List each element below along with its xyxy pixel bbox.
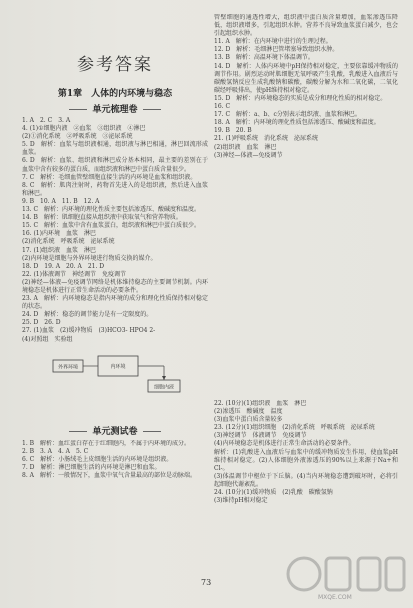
diagram-arrowhead (162, 376, 166, 380)
answers-review-block: 1. A 2. C 3. A 4. (1)①细胞内液 ②血浆 ③组织液 ④淋巴 (2)①消化系统 ②呼吸系统 ③泌尿系统 5. D 解析：血浆与组织液相通，组织液与淋巴相通，淋巴回流形成血浆。 6. D 解析：血浆、组织液和淋巴成分基本相同，最主要的差别在于血浆中含有较多的蛋白质，而组织液和淋巴中蛋白质含量很少。 7. C 解析：毛细血管壁细胞直接生活的内环境是血浆和组织液。 8. C 解析：肌肉注射时，药物首先进入的是组织液，然后进入血浆和淋巴。 9. B 10. A 11. B 12. A 13. C 解析：内环境的理化性质主要包括渗透压、酸碱度和温度。 14. B 解析：肌细胞直接从组织液中获取氧气和营养物质。 15. C 解析：血浆中含有血浆蛋白，组织液和淋巴中蛋白质很少。 16. (1)内环境 血浆 淋巴 (2)消化系统 呼吸系统 泌尿系统 17. (1)组织液 血浆 淋巴 (2)内环境是细胞与外界环境进行物质交换的媒介。 18. D 19. A 20. A 21. D 22. (1)体液调节 神经调节 免疫调节 (2)神经—体液—免疫调节网络是机体维持稳态的主要调节机制。内环境稳态是机体进行正常生命活动的必要条件。 23. A 解析：内环境稳态是指内环境的成分和理化性质保持相对稳定的状态。 24. D 解析：稳态的调节能力是有一定限度的。 25. D 26. D 27. (1)血浆 (2)缓冲物质 (3)HCO3- HPO4 2- (4)对照组 实验组 (22, 117, 208, 343)
document-title: 参考答案 (77, 55, 153, 75)
answers-continued-block-2: 22. (10分)(1)组织液 血浆 淋巴 (2)渗透压 酸碱度 温度 (3)血浆中蛋白质含量较多 23. (12分)(1)组织细胞 (2)消化系统 呼吸系统 泌尿系统 (3)神经调节 体液调节 免疫调节 (4)内环境稳态是机体进行正常生命活动的必要条件。 解析：(1)乳酸进入血液后与血浆中的缓冲物质发生作用，使血浆pH维持相对稳定。(2)人体细胞外液渗透压的90%以上来源于Na+和Cl-。 (3)体温调节中枢位于下丘脑。(4)当内环境稳态遭到破坏时，必将引起细胞代谢紊乱。 24. (10分)(1)缓冲物质 (2)乳酸 碳酸氢钠 (3)维持pH相对稳定 (214, 400, 398, 505)
section-heading-test: 单元测试卷 (22, 424, 208, 437)
chapter-heading: 第1章 人体的内环境与稳态 (57, 89, 173, 99)
diagram-label-right: 细胞内液 (153, 384, 175, 391)
answers-test-block: 1. B 解析：血红蛋白存在于红细胞内，不属于内环境的成分。 2. B 3. A 4. A 5. C 6. C 解析：小肠绒毛上皮细胞生活的内环境是组织液。 7. D 解析：淋巴细胞生活的内环境是淋巴和血浆。 8. A 解析：一般情况下，血浆中氧气含量最高的部位是动脉端。 (22, 440, 196, 480)
diagram-label-left: 外界环境 (57, 364, 79, 371)
exchange-diagram (52, 354, 182, 398)
page-number: 73 (201, 578, 212, 587)
answers-continued-block: 管壁细胞的通透性增大，组织液中蛋白质含量增加，血浆渗透压降低，组织液增多，引起组织水肿。营养不良导致血浆蛋白减少，也会引起组织水肿。 11. A 解析：在内环境中进行的生理过程。 12. D 解析：毛细淋巴管堵塞导致组织水肿。 13. B 解析：高温环境下体温调节。 14. D 解析：人体内环境中pH保持相对稳定，主要依靠缓冲物质的调节作用。剧烈运动时肌细胞无氧呼吸产生乳酸，乳酸进入血液后与碳酸氢钠反应生成乳酸钠和碳酸，碳酸分解为水和二氧化碳，二氧化碳经呼吸排出，使pH维持相对稳定。 15. D 解析：内环境稳态的实质是成分和理化性质的相对稳定。 16. C 17. C 解析：a、b、c分别表示组织液、血浆和淋巴。 18. A 解析：内环境的理化性质包括渗透压、酸碱度和温度。 19. B 20. B 21. (1)呼吸系统 消化系统 泌尿系统 (2)组织液 血浆 淋巴 (3)神经—体液—免疫调节 (214, 14, 398, 159)
section-heading-review: 单元梳理卷 (22, 102, 208, 115)
diagram-label-mid: 内环境 (110, 364, 126, 370)
watermark-text: MXQE.COM (318, 594, 352, 601)
